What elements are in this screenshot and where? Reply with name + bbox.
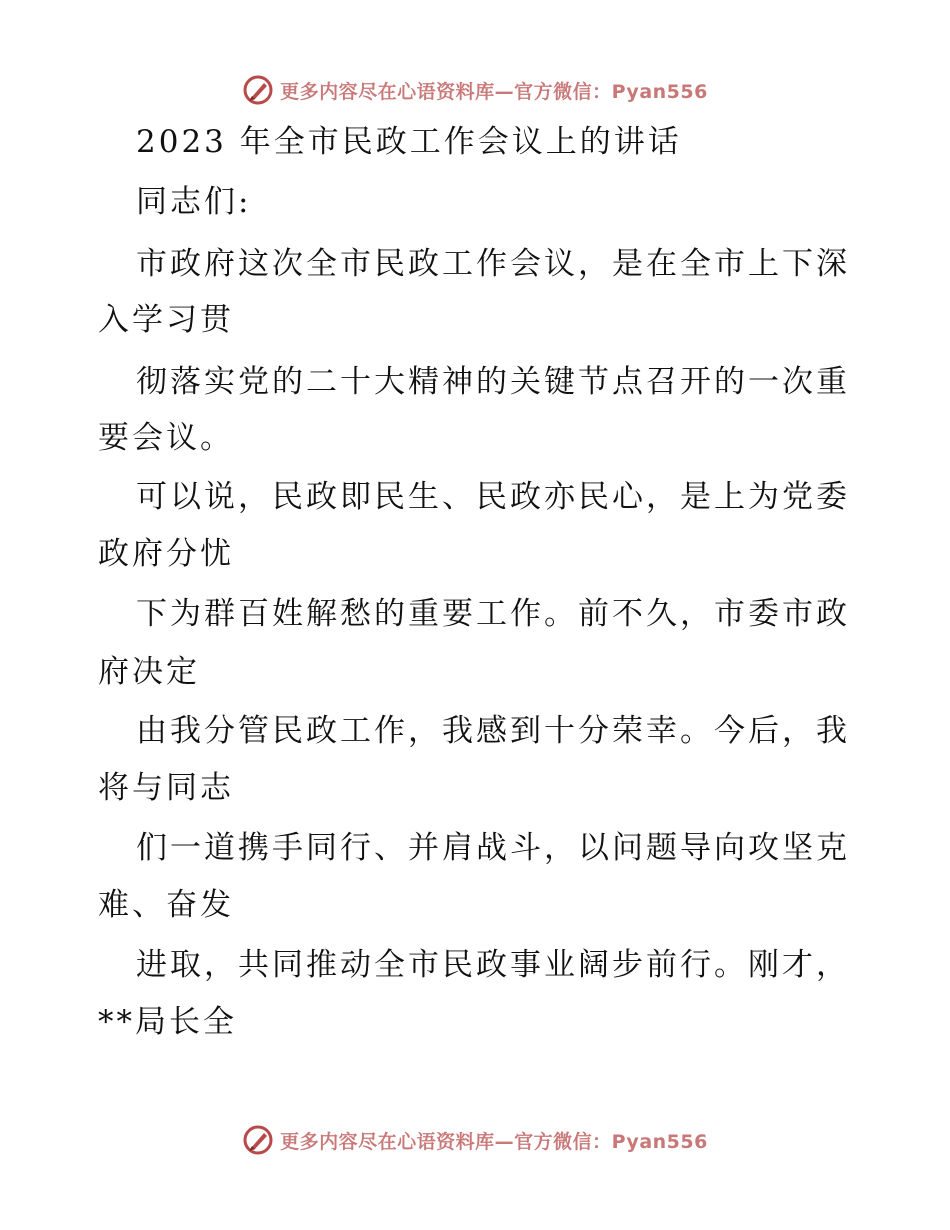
paragraph-line: 入学习贯 [98,302,234,338]
paragraph-line: 下为群百姓解愁的重要工作。前不久，市委市政 [136,596,850,632]
paragraph-line: 由我分管民政工作，我感到十分荣幸。今后，我 [136,713,850,749]
salutation: 同志们: [136,184,252,220]
paragraph-line: 可以说，民政即民生、民政亦民心，是上为党委 [136,479,850,515]
header-watermark [0,70,950,110]
paragraph-line: 难、奋发 [98,887,234,923]
paragraph-line: 进取，共同推动全市民政事业阔步前行。刚才， [136,947,850,983]
footer-watermark [0,1120,950,1160]
paragraph-line: 府决定 [98,654,200,690]
pen-quill-logo-icon [242,1124,274,1156]
paragraph-line: 彻落实党的二十大精神的关键节点召开的一次重 [136,364,850,400]
paragraph-line: **局长全 [98,1004,237,1040]
watermark-text: 更多内容尽在心语资料库—官方微信：Pyan556 [280,80,708,103]
document-title: 2023 年全市民政工作会议上的讲话 [136,124,682,160]
watermark-text: 更多内容尽在心语资料库—官方微信：Pyan556 [280,1130,708,1153]
paragraph-line: 将与同志 [98,770,234,806]
paragraph-line: 市政府这次全市民政工作会议，是在全市上下深 [136,246,850,282]
paragraph-line: 政府分忧 [98,536,234,572]
pen-quill-logo-icon [242,74,274,106]
paragraph-line: 要会议。 [98,420,234,456]
paragraph-line: 们一道携手同行、并肩战斗，以问题导向攻坚克 [136,830,850,866]
